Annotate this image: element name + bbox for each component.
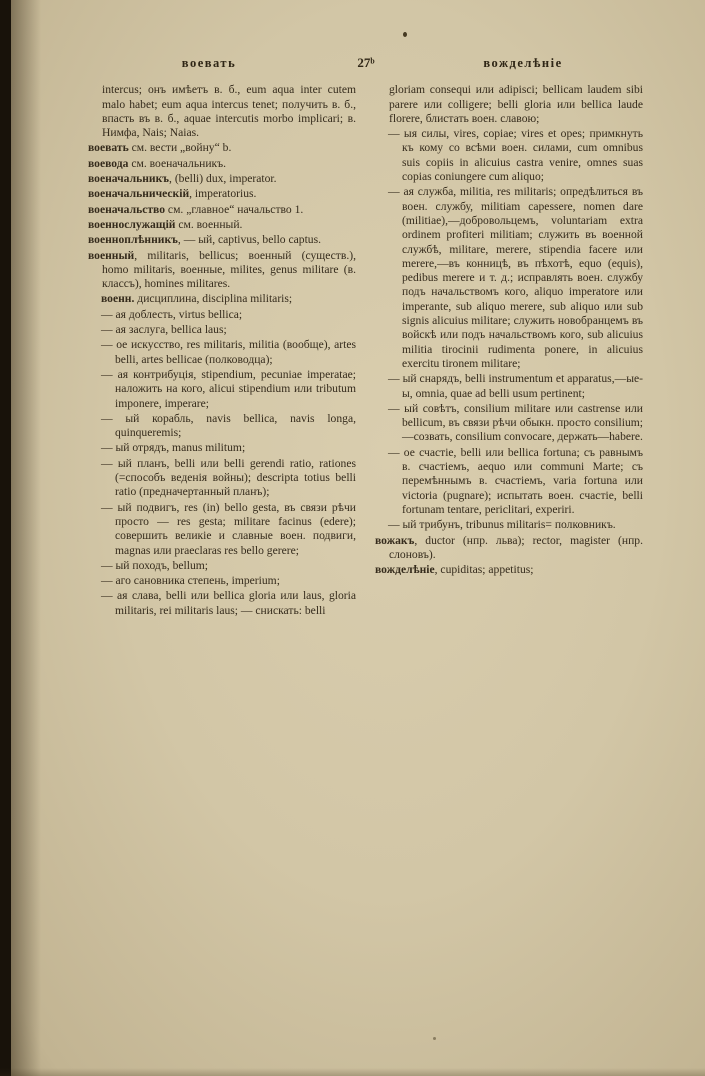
dictionary-entry xyxy=(88,218,356,232)
dictionary-entry xyxy=(88,203,356,217)
entry-text: , (belli) dux, imperator. xyxy=(169,172,277,186)
dictionary-entry xyxy=(375,563,643,577)
scan-speck xyxy=(403,32,407,37)
entry-text: — ый корабль, navis bellica, navis longa, quinqueremis; xyxy=(101,411,356,440)
dictionary-entry xyxy=(88,172,356,186)
entry-text: gloriam consequi или adipisci; bellicam laudem sibi parere или colligere; belli gloria или bellica laude florere, блистать воен. славою; xyxy=(389,83,643,125)
entry-text: — ый походъ, bellum; xyxy=(101,558,209,572)
dictionary-subentry xyxy=(88,323,356,337)
entry-text: — ый снарядъ, belli instrumentum et apparatus,—ые-ы, omnia, quae ad belli usum pertinent; xyxy=(388,372,643,400)
headword: военачальство xyxy=(88,202,166,216)
dictionary-subentry xyxy=(375,446,643,517)
entry-text: см. вести „войну“ b. xyxy=(128,141,232,155)
headword: военачальническій xyxy=(88,187,190,201)
headword: военноплѣнникъ xyxy=(88,233,178,247)
dictionary-subentry xyxy=(88,338,356,367)
headword: воевать xyxy=(88,141,129,155)
headword: вожакъ xyxy=(375,533,415,547)
entry-text: , ductor (нпр. льва); rector, magister (нпр. слоновъ). xyxy=(389,533,643,561)
dictionary-subentry xyxy=(88,574,356,588)
page-content xyxy=(88,56,644,619)
dictionary-entry xyxy=(88,157,356,171)
entry-text: — ый планъ, belli или belli gerendi ratio, rationes (=способъ веденія войны); descripta totius belli ratio (предначертанный планъ); xyxy=(101,456,356,499)
entry-text: — ый трибунъ, tribunus militaris= полковникъ. xyxy=(388,518,616,532)
entry-text: — ый совѣтъ, consilium militare или castrense или bellicum, въ связи рѣчи обыкн. просто consilium;—созвать, consilium convocare, держать—habere. xyxy=(388,401,643,444)
dictionary-subentry xyxy=(88,308,356,322)
dictionary-subentry xyxy=(88,589,356,618)
dictionary-entry xyxy=(375,83,643,126)
running-head-right: вожделѣніе xyxy=(483,56,563,70)
right-column xyxy=(375,83,643,619)
entry-text: см. военный. xyxy=(175,217,243,231)
entry-text: — ое искусство, res militaris, militia (вообще), artes belli, artes bellicae (полководца); xyxy=(101,338,356,366)
dictionary-subentry xyxy=(375,372,643,401)
dictionary-subentry xyxy=(88,412,356,441)
dictionary-subentry xyxy=(375,185,643,371)
dictionary-subentry xyxy=(88,559,356,573)
dictionary-entry xyxy=(88,187,356,201)
entry-text: , — ый, captivus, bello captus. xyxy=(177,233,322,247)
entry-text: дисциплина, disciplina militaris; xyxy=(134,292,293,306)
entry-text: — ый отрядъ, manus militum; xyxy=(101,441,246,455)
dictionary-subentry xyxy=(375,127,643,184)
text-columns xyxy=(88,83,644,619)
headword: военачальникъ xyxy=(88,172,170,186)
headword: вожделѣніе xyxy=(375,563,435,577)
entry-text: — ая доблесть, virtus bellica; xyxy=(101,307,243,321)
entry-text: , militaris, bellicus; военный (существ.), homo militaris, военные, milites, genus militare (в. классъ), homines militares. xyxy=(102,248,356,291)
entry-text: см. военачальникъ. xyxy=(128,156,227,170)
entry-text: intercus; онъ имѣетъ в. б., eum aqua inter cutem malo habet; eum aqua intercus tenet; получить в. б., впасть въ в. б., aquae intercutis morbo implicari; в. Нимфа, Nais; Naias. xyxy=(102,83,356,140)
dictionary-entry xyxy=(88,83,356,140)
dictionary-subentry xyxy=(375,518,643,532)
dictionary-entry xyxy=(88,233,356,247)
running-head xyxy=(88,56,644,70)
scan-speck xyxy=(433,1037,436,1040)
entry-text: — ая слава, belli или bellica gloria или laus, gloria militaris, rei militaris laus; — снискать: belli xyxy=(101,589,356,617)
page-number: 27ᵇ xyxy=(357,55,375,70)
entry-text: , imperatorius. xyxy=(189,187,257,201)
headword: военн. xyxy=(101,292,135,306)
entry-text: см. „главное“ начальство 1. xyxy=(165,202,304,216)
dictionary-subentry xyxy=(88,441,356,455)
left-column xyxy=(88,83,356,619)
entry-text: — ое счастіе, belli или bellica fortuna; съ равнымъ в. счастіемъ, aequo или communi Marte; съ перемѣннымъ в. счастіемъ, varia fortuna или victoria (pugnare); испытать воен. счастіе, belli fortunam tentare, periclitari, experiri. xyxy=(388,445,643,516)
dictionary-subentry xyxy=(88,292,356,306)
dictionary-subentry xyxy=(88,457,356,500)
headword: воевода xyxy=(88,156,129,170)
dictionary-entry xyxy=(88,249,356,292)
page-edge-shadow xyxy=(0,1068,705,1076)
entry-text: — ыя силы, vires, copiae; vires et opes; примкнуть къ кому со всѣми воен. силами, cum omnibus suis copiis in alicuius castra venire, omnes suas copias coniungere cum aliquo; xyxy=(388,127,643,184)
binding-gradient xyxy=(11,0,41,1076)
entry-text: — ый подвигъ, res (in) bello gesta, въ связи рѣчи просто — res gesta; militare facinus (edere); совершить великіе и славные воен. подвиги, magnas или praeclaras res bello gerere; xyxy=(101,500,356,557)
headword: военнослужащій xyxy=(88,217,176,231)
headword: военный xyxy=(88,248,135,262)
entry-text: — ая служба, militia, res militaris; опредѣлиться въ воен. службу, militiam capessere, nomen dare (militiae),—добровольцемъ, voluntariam extra ordinem profiteri militiam; служить въ военной службѣ, militare, merere, stipendia facere или merere,—въ конницѣ, въ пѣхотѣ, equo (equis), pedibus merere и т. д.; исправлять воен. службу подъ начальствомъ кого, aliquo imperatore или imperante, sub aliquo merere, sub aliquo или sub signis alicuius militare; служить новобранцемъ въ войскѣ или подъ начальствомъ кого, sub alicuius militia tirocinii rudimenta ponere, in alicuius exercitu tironem militare; xyxy=(388,185,643,370)
dictionary-subentry xyxy=(88,501,356,558)
dictionary-subentry xyxy=(375,402,643,445)
dictionary-subentry xyxy=(88,368,356,411)
entry-text: , cupiditas; appetitus; xyxy=(434,563,534,577)
entry-text: — ая контрибуція, stipendium, pecuniae imperatae; наложить на кого, alicui stipendium или tributum imponere, imperare; xyxy=(101,367,356,410)
running-head-left: воевать xyxy=(181,56,237,70)
entry-text: — аго сановника степень, imperium; xyxy=(101,574,280,588)
dictionary-entry xyxy=(375,534,643,563)
book-spine-shadow xyxy=(0,0,11,1076)
dictionary-entry xyxy=(88,141,356,155)
entry-text: — ая заслуга, bellica laus; xyxy=(101,323,227,337)
